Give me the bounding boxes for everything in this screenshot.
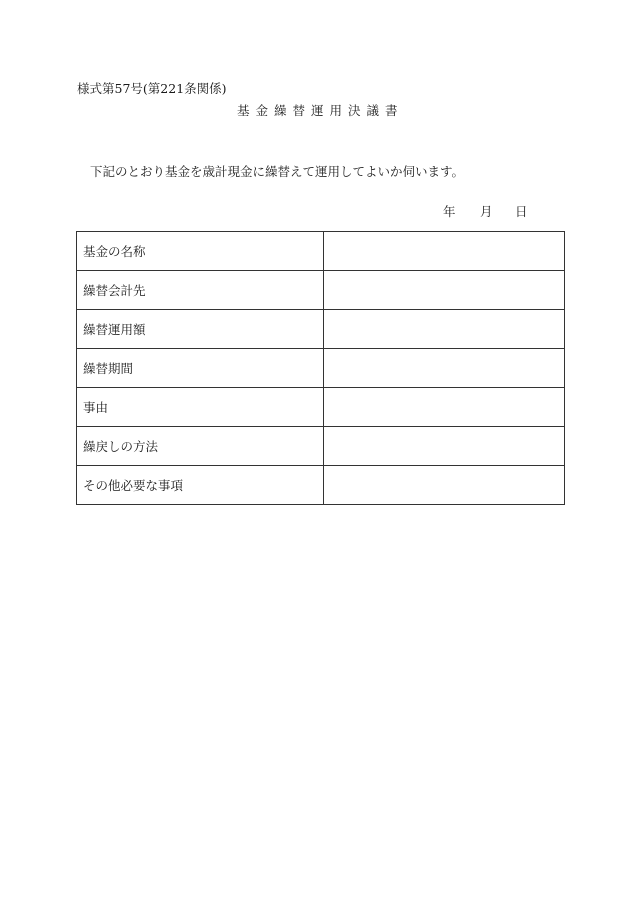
date-year-label: 年 xyxy=(443,204,456,219)
row-value-transfer-account[interactable] xyxy=(324,271,565,310)
table-row xyxy=(77,427,565,466)
table-row xyxy=(77,271,565,310)
row-value-reason[interactable] xyxy=(324,388,565,427)
table-row xyxy=(77,232,565,271)
date-month-label: 月 xyxy=(480,204,493,219)
intro-text: 下記のとおり基金を歳計現金に繰替えて運用してよいか伺います。 xyxy=(90,164,465,179)
fund-details-table xyxy=(76,231,565,505)
table-row xyxy=(77,349,565,388)
row-label-transfer-period: 繰替期間 xyxy=(77,349,324,388)
row-label-reason: 事由 xyxy=(77,388,324,427)
table-row xyxy=(77,388,565,427)
row-value-repayment-method[interactable] xyxy=(324,427,565,466)
row-value-other-matters[interactable] xyxy=(324,466,565,505)
document-title: 基金繰替運用決議書 xyxy=(237,103,404,118)
row-label-transfer-amount: 繰替運用額 xyxy=(77,310,324,349)
row-value-fund-name[interactable] xyxy=(324,232,565,271)
table-row xyxy=(77,310,565,349)
row-label-repayment-method: 繰戻しの方法 xyxy=(77,427,324,466)
row-label-transfer-account: 繰替会計先 xyxy=(77,271,324,310)
date-day-label: 日 xyxy=(515,204,528,219)
row-label-fund-name: 基金の名称 xyxy=(77,232,324,271)
table-row xyxy=(77,466,565,505)
row-value-transfer-amount[interactable] xyxy=(324,310,565,349)
form-number: 様式第57号(第221条関係) xyxy=(77,81,227,96)
row-label-other-matters: その他必要な事項 xyxy=(77,466,324,505)
row-value-transfer-period[interactable] xyxy=(324,349,565,388)
